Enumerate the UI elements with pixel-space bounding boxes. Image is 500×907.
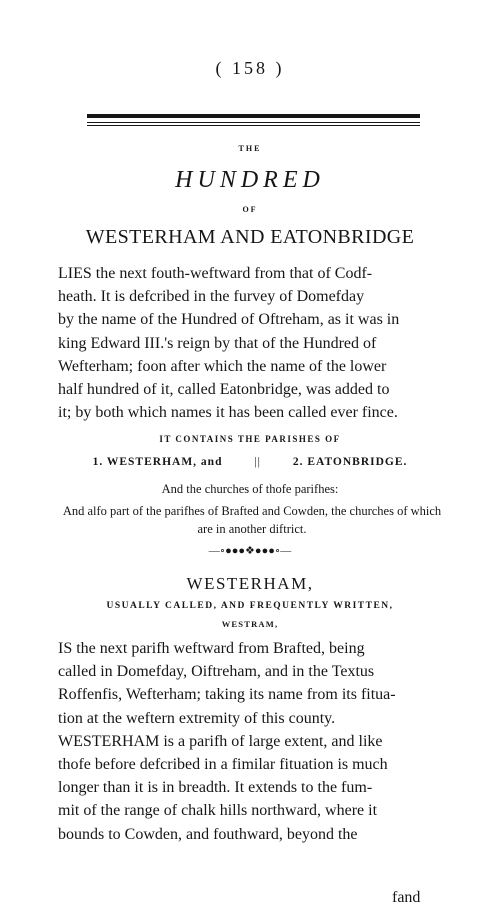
- also-part-note: And alfo part of the parifhes of Brafted and Cowden, the churches of which are in another diftrict.: [62, 504, 442, 536]
- churches-line: And the churches of thofe parifhes:: [161, 482, 339, 496]
- paragraph-line: tion at the weftern extremity of this county.: [58, 709, 336, 727]
- paragraph-line: LIES the next fouth-weftward from that of Codf-: [58, 265, 373, 282]
- section-alt-name: WESTRAM,: [221, 619, 279, 629]
- paragraph-line: mit of the range of chalk hills northward, where it: [58, 802, 378, 820]
- paragraph-line: longer than it is in breadth. It extends to the fum-: [58, 779, 373, 797]
- heading-of: OF: [242, 205, 258, 214]
- parish-list: [0, 456, 500, 468]
- heading-title: WESTERHAM AND EATONBRIDGE: [85, 226, 415, 248]
- paragraph-line: thofe before defcribed in a fimilar fituation is much: [58, 756, 388, 774]
- paragraph-line: Wefterham; foon after which the name of the lower: [58, 357, 387, 375]
- parish-item-westerham: 1. WESTERHAM, and: [92, 456, 223, 468]
- parish-separator: ||: [254, 456, 261, 468]
- paragraph-line: Roffenfis, Wefterham; taking its name from its fitua-: [58, 686, 396, 704]
- parish-item-eatonbridge: 2. EATONBRIDGE.: [292, 456, 408, 468]
- section-subtitle: USUALLY CALLED, AND FREQUENTLY WRITTEN,: [106, 601, 394, 611]
- paragraph-line: IS the next parifh weftward from Brafted, being: [58, 640, 365, 657]
- heading-hundred: HUNDRED: [175, 167, 325, 193]
- paragraph-line: WESTERHAM is a parifh of large extent, and like: [58, 732, 383, 750]
- header-rule-thick: [87, 114, 420, 118]
- paragraph-line: by the name of the Hundred of Oftreham, as it was in: [58, 311, 400, 329]
- westerham-paragraph: [58, 637, 444, 846]
- heading-the: THE: [238, 144, 262, 153]
- contains-heading: IT CONTAINS THE PARISHES OF: [159, 434, 341, 444]
- paragraph-line: bounds to Cowden, and fouthward, beyond the: [58, 825, 358, 843]
- paragraph-line: king Edward III.'s reign by that of the Hundred of: [58, 334, 377, 352]
- paragraph-line: it; by both which names it has been called ever fince.: [58, 404, 398, 422]
- header-rule-thin: [87, 122, 420, 123]
- header-rule-thin-lower: [87, 125, 420, 126]
- section-title: WESTERHAM,: [186, 574, 314, 593]
- paragraph-line: called in Domefday, Oiftreham, and in the Textus: [58, 663, 375, 681]
- ornament-divider: —∘●●●❖●●●∘—: [208, 545, 292, 557]
- paragraph-line: half hundred of it, called Eatonbridge, was added to: [58, 381, 390, 399]
- paragraph-line: heath. It is defcribed in the furvey of Domefday: [58, 288, 365, 306]
- intro-paragraph: [58, 262, 444, 424]
- page-number: ( 158 ): [215, 58, 285, 78]
- catchword: fand: [392, 889, 421, 906]
